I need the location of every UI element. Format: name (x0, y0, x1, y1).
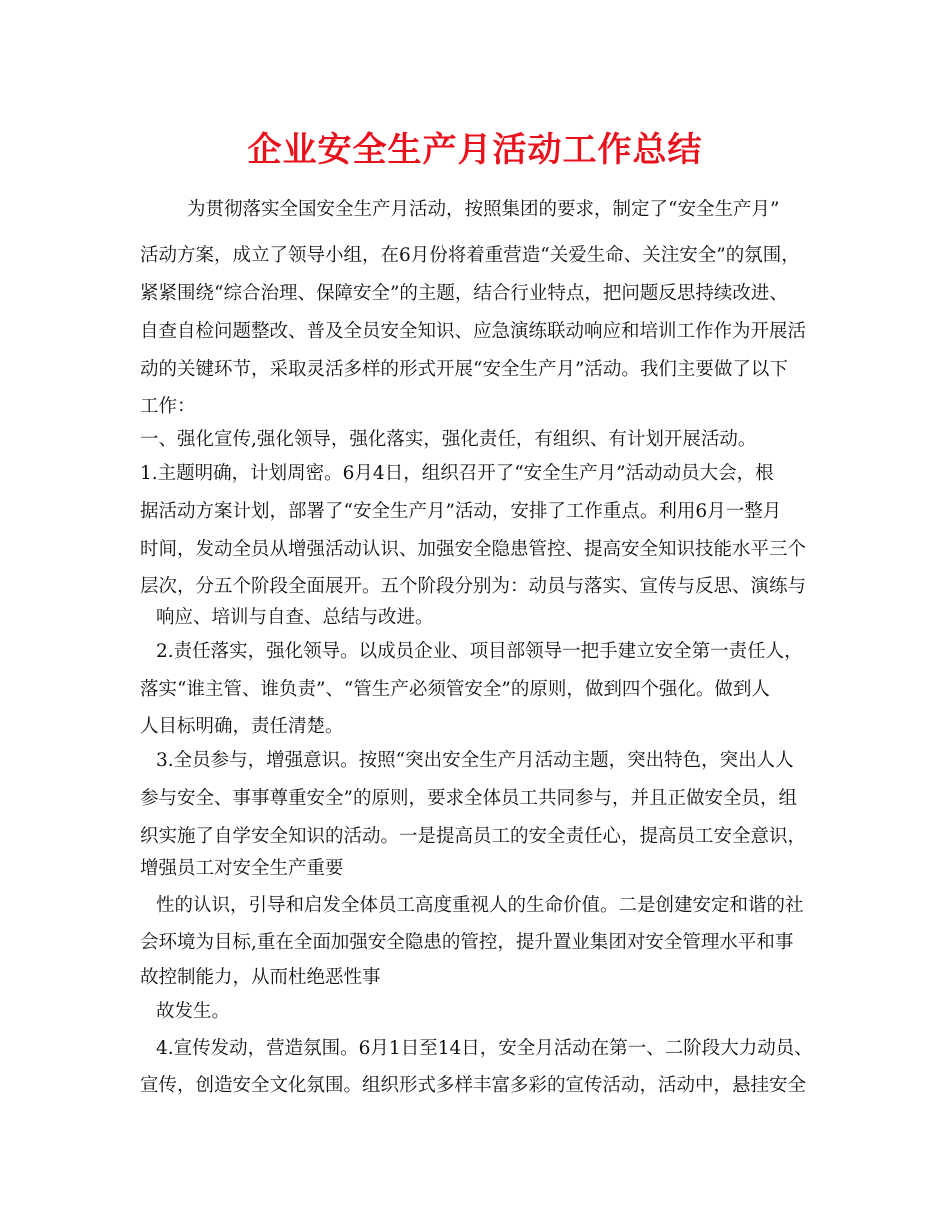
text-line: 动的关键环节，采取灵活多样的形式开展“安全生产月”活动。我们主要做了以下 (140, 359, 788, 380)
text-line: 活动方案，成立了领导小组，在6月份将着重营造“关爱生命、关注安全”的氛围， (140, 245, 800, 266)
text-line: 故发生。 (156, 1001, 231, 1022)
text-line: 响应、培训与自查、总结与改进。 (156, 607, 434, 628)
text-line: 织实施了自学安全知识的活动。一是提高员工的安全责任心，提高员工安全意识， (140, 826, 807, 847)
text-line: 会环境为目标,重在全面加强安全隐患的管控，提升置业集团对安全管理水平和事 (140, 932, 794, 953)
text-line: 宣传，创造安全文化氛围。组织形式多样丰富多彩的宣传活动，活动中，悬挂安全 (140, 1075, 807, 1096)
text-line: 人目标明确，责任清楚。 (140, 716, 344, 737)
text-line: 落实“谁主管、谁负责”、“管生产必须管安全”的原则，做到四个强化。做到人 (140, 679, 770, 700)
text-line: 故控制能力，从而杜绝恶性事 (140, 967, 381, 988)
section-heading: 一、强化宣传,强化领导，强化落实，强化责任，有组织、有计划开展活动。 (140, 429, 757, 450)
text-line: 增强员工对安全生产重要 (140, 858, 344, 879)
text-line: 4.宣传发动，营造氛围。6月1日至14日，安全月活动在第一、二阶段大力动员、 (156, 1038, 813, 1059)
text-line: 时间，发动全员从增强活动认识、加强安全隐患管控、提高安全知识技能水平三个 (140, 539, 807, 560)
text-line: 性的认识，引导和启发全体员工高度重视人的生命价值。二是创建安定和谐的社 (156, 895, 804, 916)
text-line: 3.全员参与，增强意识。按照“突出安全生产月活动主题，突出特色，突出人人 (156, 750, 794, 771)
text-line: 为贯彻落实全国安全生产月活动，按照集团的要求，制定了“安全生产月” (187, 199, 780, 220)
document-title: 企业安全生产月活动工作总结 (247, 130, 703, 170)
text-line: 2.责任落实，强化领导。以成员企业、项目部领导一把手建立安全第一责任人， (156, 641, 803, 662)
text-line: 工作： (140, 396, 196, 417)
text-line: 紧紧围绕“综合治理、保障安全”的主题，结合行业特点，把问题反思持续改进、 (140, 283, 788, 304)
text-line: 据活动方案计划，部署了“安全生产月”活动，安排了工作重点。利用6月一整月 (140, 501, 782, 522)
text-line: 自查自检问题整改、普及全员安全知识、应急演练联动响应和培训工作作为开展活 (140, 321, 807, 342)
text-line: 参与安全、事事尊重安全”的原则，要求全体员工共同参与，并且正做安全员，组 (140, 788, 797, 809)
text-line: 1.主题明确，计划周密。6月4日，组织召开了“安全生产月”活动动员大会，根 (140, 463, 774, 484)
text-line: 层次，分五个阶段全面展开。五个阶段分别为：动员与落实、宣传与反思、演练与 (140, 576, 807, 597)
